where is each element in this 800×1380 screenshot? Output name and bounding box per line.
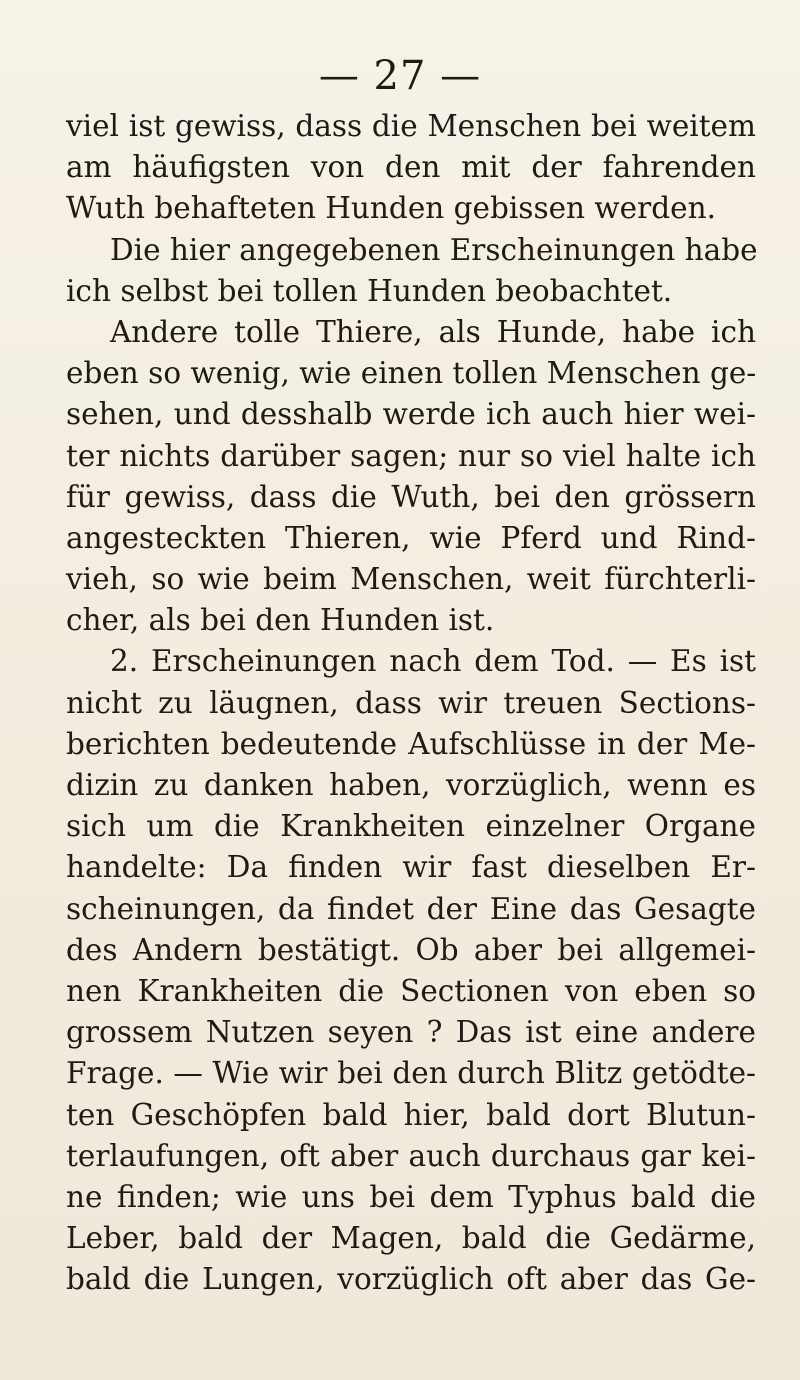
text-line: nen Krankheiten die Sectionen von eben so — [66, 973, 756, 1008]
text-line: angesteckten Thieren, wie Pferd und Rind- — [66, 520, 756, 555]
text-line: terlaufungen, oft aber auch durchaus gar kei- — [66, 1138, 756, 1173]
text-line: berichten bedeutende Aufschlüsse in der Me- — [66, 726, 756, 761]
text-line: Die hier angegebenen Erscheinungen habe — [110, 232, 758, 267]
text-line: am häufigsten von den mit der fahrenden — [66, 150, 756, 185]
text-line: ich selbst bei tollen Hunden beobachtet. — [66, 273, 673, 308]
text-line: ter nichts darüber sagen; nur so viel halte ich — [66, 438, 756, 473]
text-line: ne finden; wie uns bei dem Typhus bald die — [66, 1179, 756, 1214]
text-line: sehen, und desshalb werde ich auch hier wei- — [66, 397, 756, 432]
text-line: Wuth behafteten Hunden gebissen werden. — [66, 191, 716, 226]
page-number: — 27 — — [318, 53, 482, 99]
text-line: des Andern bestätigt. Ob aber bei allgemei- — [66, 932, 756, 967]
text-line: bald die Lungen, vorzüglich oft aber das Ge- — [66, 1262, 756, 1297]
text-line: handelte: Da finden wir fast dieselben Er- — [66, 850, 756, 885]
text-line: 2. Erscheinungen nach dem Tod. — Es ist — [110, 644, 756, 679]
text-line: Leber, bald der Magen, bald die Gedärme, — [66, 1221, 756, 1256]
text-line: viel ist gewiss, dass die Menschen bei weitem — [66, 109, 756, 143]
text-line: scheinungen, da findet der Eine das Gesagte — [66, 891, 756, 926]
text-line: nicht zu läugnen, dass wir treuen Sections- — [66, 685, 756, 720]
text-line: dizin zu danken haben, vorzüglich, wenn es — [66, 768, 756, 802]
text-line: sich um die Krankheiten einzelner Organe — [66, 809, 756, 844]
body-text — [66, 106, 756, 1300]
text-line: vieh, so wie beim Menschen, weit fürchterli- — [66, 562, 756, 597]
text-line: cher, als bei den Hunden ist. — [66, 603, 495, 638]
text-line: eben so wenig, wie einen tollen Menschen ge- — [66, 356, 757, 391]
text-line: Frage. — Wie wir bei den durch Blitz getödte- — [66, 1056, 756, 1091]
text-line: für gewiss, dass die Wuth, bei den grössern — [66, 479, 756, 514]
text-line: Andere tolle Thiere, als Hunde, habe ich — [110, 314, 756, 349]
text-line: grossem Nutzen seyen ? Das ist eine andere — [66, 1015, 756, 1050]
text-line: ten Geschöpfen bald hier, bald dort Blutun- — [66, 1097, 756, 1132]
